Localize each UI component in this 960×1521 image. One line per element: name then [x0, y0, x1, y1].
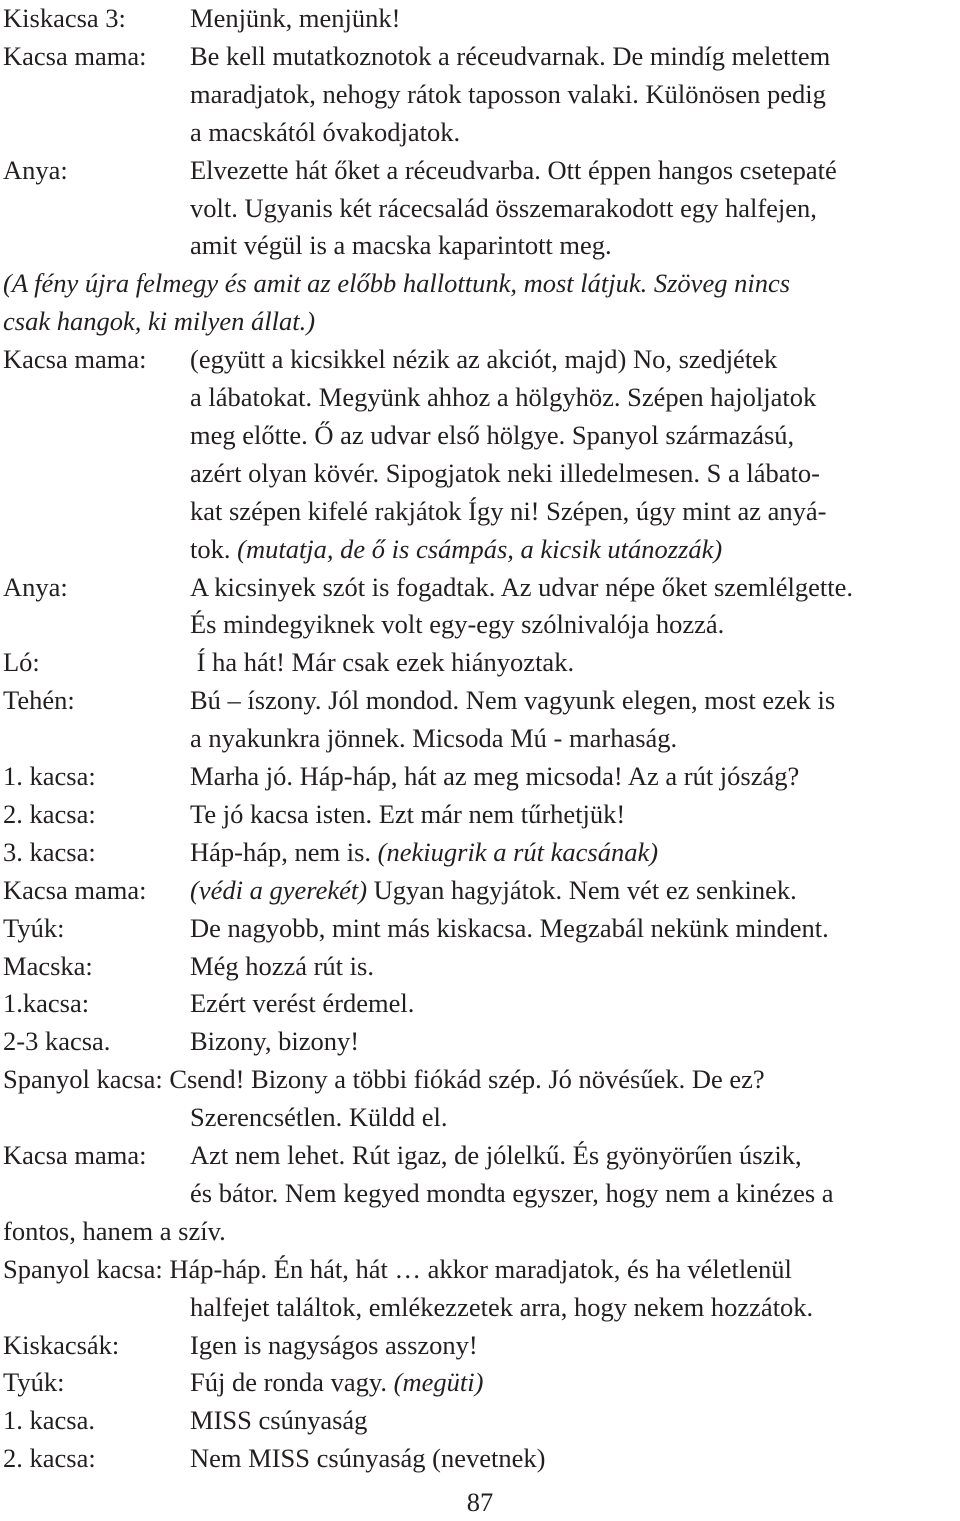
full-width-text: [3, 302, 315, 340]
line-text: volt. Ugyanis két rácecsalád összemarakodott egy halfejen,: [190, 192, 817, 223]
full-width-text: [3, 1250, 792, 1288]
text-line: [0, 492, 960, 530]
text-line: [0, 378, 960, 416]
line-text: MISS csúnyaság: [190, 1405, 368, 1436]
speaker-label: 1. kacsa:: [3, 761, 96, 791]
line-text: Ezért verést érdemel.: [190, 988, 415, 1019]
text-line: [0, 1363, 960, 1401]
dialogue-text: [190, 1022, 359, 1060]
speaker-label: Tyúk:: [3, 912, 65, 943]
line-text: (együtt a kicsikkel nézik az akciót, majd) No, szedjétek: [190, 344, 778, 375]
line-text: Szerencsétlen. Küldd el.: [190, 1102, 448, 1133]
line-text: azért olyan kövér. Sipogjatok neki illedelmesen. S a lábato-: [190, 457, 820, 488]
stage-direction: (mutatja, de ő is csámpás, a kicsik utánozzák): [237, 533, 723, 564]
line-text: Azt nem lehet. Rút igaz, de jólelkű. És gyönyörűen úszik,: [190, 1140, 802, 1170]
speaker-label: Tehén:: [3, 685, 75, 716]
stage-direction: csak hangok, ki milyen állat.): [3, 306, 316, 337]
line-text: Nem MISS csúnyaság (nevetnek): [190, 1443, 546, 1474]
line-text: Elvezette hát őket a réceudvarba. Ott éppen hangos csetepaté: [190, 154, 837, 185]
text-line: [0, 1060, 960, 1098]
line-text: Fúj de ronda vagy.: [190, 1367, 394, 1398]
text-line: [0, 1136, 960, 1174]
full-width-text: [3, 1212, 226, 1250]
stage-direction: (védi a gyerekét): [190, 874, 368, 905]
dialogue-text: [190, 189, 817, 227]
text-line: [0, 0, 960, 37]
page-number: 87: [466, 1487, 494, 1517]
text-line: [0, 568, 960, 606]
line-text: Még hozzá rút is.: [190, 950, 374, 981]
text-line: [0, 605, 960, 643]
line-text: kat szépen kifelé rakjátok Így ni! Szépen, úgy mint az anyá-: [190, 495, 827, 526]
speaker-label: Kacsa mama:: [3, 344, 147, 375]
speaker-label: Kacsa mama:: [3, 1140, 147, 1170]
dialogue-text: [190, 947, 374, 985]
text-line: [0, 719, 960, 757]
dialogue-text: [190, 568, 853, 606]
dialogue-text: [190, 492, 827, 530]
dialogue-text: [190, 1326, 478, 1364]
speaker-label: 1. kacsa.: [3, 1405, 95, 1436]
text-line: [0, 1174, 960, 1212]
text-line: [0, 416, 960, 454]
dialogue-text: [190, 151, 837, 189]
speaker-label: Ló:: [3, 647, 40, 678]
dialogue-text: [190, 37, 830, 75]
stage-direction: (A fény újra felmegy és amit az előbb hallottunk, most látjuk. Szöveg nincs: [3, 268, 791, 299]
dialogue-text: [190, 340, 777, 378]
text-line: [0, 757, 960, 795]
line-text: Be kell mutatkoznotok a réceudvarnak. De mindíg melettem: [190, 40, 831, 71]
dialogue-text: [190, 378, 816, 416]
text-line: [0, 795, 960, 833]
speaker-label: 3. kacsa:: [3, 836, 96, 867]
line-text: a macskától óvakodjatok.: [190, 116, 461, 147]
dialogue-text: [190, 643, 574, 681]
line-text: tok.: [190, 533, 238, 564]
text-line: [0, 1250, 960, 1288]
dialogue-text: [190, 984, 414, 1022]
speaker-label: Kiskacsák:: [3, 1329, 120, 1360]
dialogue-text: [190, 1288, 813, 1326]
line-text: amit végül is a macska kaparintott meg.: [190, 230, 612, 261]
text-line: [0, 75, 960, 113]
dialogue-text: [190, 757, 799, 795]
dialogue-text: [190, 909, 829, 947]
line-text: Í ha hát! Már csak ezek hiányoztak.: [190, 647, 575, 678]
text-line: [0, 833, 960, 871]
dialogue-text: [190, 1363, 483, 1401]
dialogue-text: [190, 226, 612, 264]
line-text: Spanyol kacsa: Csend! Bizony a többi fiókád szép. Jó növésűek. De ez?: [3, 1064, 765, 1095]
line-text: A kicsinyek szót is fogadtak. Az udvar népe őket szemlélgette.: [190, 571, 854, 602]
text-line: [0, 113, 960, 151]
line-text: De nagyobb, mint más kiskacsa. Megzabál nekünk mindent.: [190, 912, 829, 943]
line-text: maradjatok, nehogy rátok taposson valaki. Különösen pedig: [190, 78, 826, 109]
text-line: [0, 1288, 960, 1326]
dialogue-text: [190, 416, 794, 454]
line-text: halfejet találtok, emlékezzetek arra, hogy nekem hozzátok.: [190, 1291, 814, 1322]
line-text: Háp-háp, nem is.: [190, 836, 378, 867]
text-line: [0, 681, 960, 719]
text-line: [0, 1439, 960, 1477]
text-line: [0, 1326, 960, 1364]
dialogue-text: [190, 719, 677, 757]
speaker-label: Tyúk:: [3, 1367, 65, 1398]
line-text: Menjünk, menjünk!: [190, 3, 401, 33]
stage-direction: (megüti): [393, 1367, 484, 1398]
text-line: [0, 909, 960, 947]
dialogue-text: [190, 454, 820, 492]
text-line: [0, 1022, 960, 1060]
text-line: [0, 947, 960, 985]
line-text: és bátor. Nem kegyed mondta egyszer, hogy nem a kinézes a: [190, 1177, 834, 1208]
text-line: [0, 340, 960, 378]
speaker-label: Kacsa mama:: [3, 874, 147, 905]
line-text: Spanyol kacsa: Háp-háp. Én hát, hát … akkor maradjatok, és ha véletlenül: [3, 1253, 792, 1284]
speaker-label: Anya:: [3, 154, 68, 185]
speaker-label: 2-3 kacsa.: [3, 1026, 111, 1057]
text-line: [0, 189, 960, 227]
dialogue-text: [190, 1136, 802, 1174]
dialogue-text: [190, 75, 826, 113]
speaker-label: 2. kacsa:: [3, 1443, 96, 1474]
line-text: Marha jó. Háp-háp, hát az meg micsoda! Az a rút jószág?: [190, 761, 800, 791]
stage-direction: (nekiugrik a rút kacsának): [377, 836, 659, 867]
text-line: [0, 1401, 960, 1439]
line-text: Te jó kacsa isten. Ezt már nem tűrhetjük!: [190, 798, 626, 829]
dialogue-text: [190, 1098, 448, 1136]
text-line: [0, 871, 960, 909]
speaker-label: 2. kacsa:: [3, 798, 96, 829]
text-line: [0, 1212, 960, 1250]
line-text: a lábatokat. Megyünk ahhoz a hölgyhöz. Szépen hajoljatok: [190, 382, 817, 412]
dialogue-text: [190, 530, 722, 568]
text-line: [0, 302, 960, 340]
line-text: fontos, hanem a szív.: [3, 1215, 226, 1246]
text-line: [0, 454, 960, 492]
speaker-label: Kacsa mama:: [3, 40, 147, 71]
line-text: Bizony, bizony!: [190, 1026, 360, 1057]
line-text: Bú – íszony. Jól mondod. Nem vagyunk elegen, most ezek is: [190, 685, 836, 716]
full-width-text: [3, 264, 790, 302]
text-line: [0, 530, 960, 568]
dialogue-text: [190, 605, 724, 643]
text-line: [0, 984, 960, 1022]
dialogue-text: [190, 1401, 367, 1439]
dialogue-text: [190, 871, 797, 909]
line-text: Igen is nagyságos asszony!: [190, 1329, 478, 1360]
text-line: [0, 37, 960, 75]
dialogue-text: [190, 833, 658, 871]
speaker-label: 1.kacsa:: [3, 988, 90, 1019]
line-text: Ugyan hagyjátok. Nem vét ez senkinek.: [367, 874, 797, 905]
dialogue-text: [190, 1174, 834, 1212]
dialogue-text: [190, 0, 401, 37]
text-line: [0, 151, 960, 189]
speaker-label: Anya:: [3, 571, 68, 602]
line-text: És mindegyiknek volt egy-egy szólnivalója hozzá.: [190, 609, 725, 640]
line-text: a nyakunkra jönnek. Micsoda Mú - marhaság.: [190, 723, 678, 754]
dialogue-text: [190, 1439, 545, 1477]
dialogue-text: [190, 681, 835, 719]
full-width-text: [3, 1060, 765, 1098]
dialogue-text: [190, 113, 460, 151]
text-line: [0, 264, 960, 302]
text-line: [0, 226, 960, 264]
text-line: [0, 1098, 960, 1136]
speaker-label: Macska:: [3, 950, 93, 981]
text-line: [0, 643, 960, 681]
speaker-label: Kiskacsa 3:: [3, 3, 126, 33]
line-text: meg előtte. Ő az udvar első hölgye. Spanyol származású,: [190, 419, 795, 450]
dialogue-text: [190, 795, 625, 833]
